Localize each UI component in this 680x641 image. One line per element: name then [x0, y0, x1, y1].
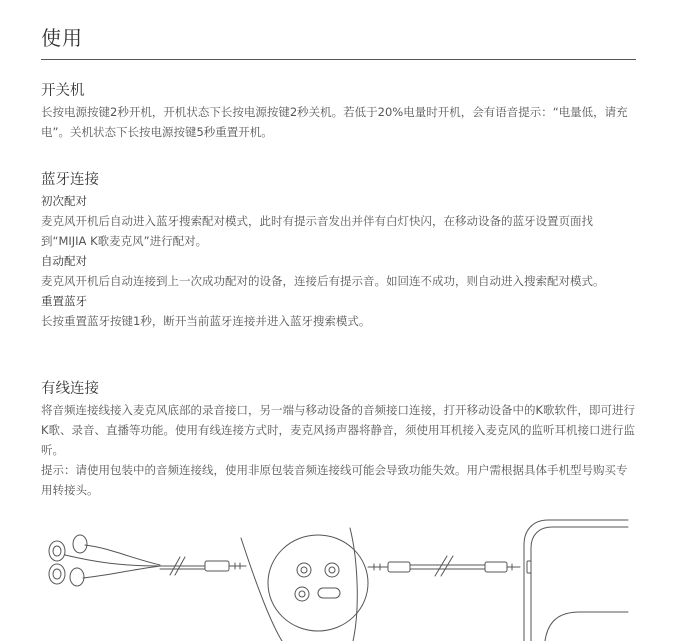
- wired-text: 将音频连接线接入麦克风底部的录音接口，另一端与移动设备的音频接口连接，打开移动设备中的K歌软件，即可进行K歌、录音、直播等功能。使用有线连接方式时，麦克风扬声器将静音，须使用耳机接入麦克风的监听耳机接口进行监听。: [41, 403, 636, 457]
- wired-heading: 有线连接: [41, 381, 99, 397]
- title-divider: [41, 59, 636, 60]
- bluetooth-section: [41, 170, 638, 331]
- power-heading: 开关机: [41, 83, 85, 99]
- earphones-icon: [49, 535, 246, 586]
- first-pair-text: 麦克风开机后自动进入蓝牙搜索配对模式，此时有提示音发出并伴有白灯快闪，在移动设备的蓝牙设置页面找到“MIJIA K歌麦克风”进行配对。: [41, 214, 593, 248]
- auto-pair-text: 麦克风开机后自动连接到上一次成功配对的设备，连接后有提示音。如回连不成功，则自动进入搜索配对模式。: [41, 274, 605, 288]
- wired-section: [41, 379, 638, 500]
- reset-bluetooth-title: 重置蓝牙: [41, 294, 87, 308]
- power-section: [41, 81, 638, 142]
- first-pair-title: 初次配对: [41, 194, 87, 208]
- auto-pair-title: 自动配对: [41, 254, 87, 268]
- reset-bluetooth-text: 长按重置蓝牙按键1秒，断开当前蓝牙连接并进入蓝牙搜索模式。: [41, 314, 371, 328]
- power-text: 长按电源按键2秒开机，开机状态下长按电源按键2秒关机。若低于20%电量时开机，会有语音提示：“电量低，请充电”。关机状态下长按电源按键5秒重置开机。: [41, 105, 628, 139]
- microphone-bottom-port-icon: [241, 528, 368, 641]
- page-title: 使用: [41, 26, 83, 50]
- wired-tip: 提示：请使用包装中的音频连接线，使用非原包装音频连接线可能会导致功能失效。用户需根据具体手机型号购买专用转接头。: [41, 463, 628, 497]
- bluetooth-heading: 蓝牙连接: [41, 172, 99, 188]
- wired-connection-illustration: [0, 510, 680, 641]
- phone-icon: [524, 520, 628, 641]
- audio-cable-icon: [368, 556, 520, 576]
